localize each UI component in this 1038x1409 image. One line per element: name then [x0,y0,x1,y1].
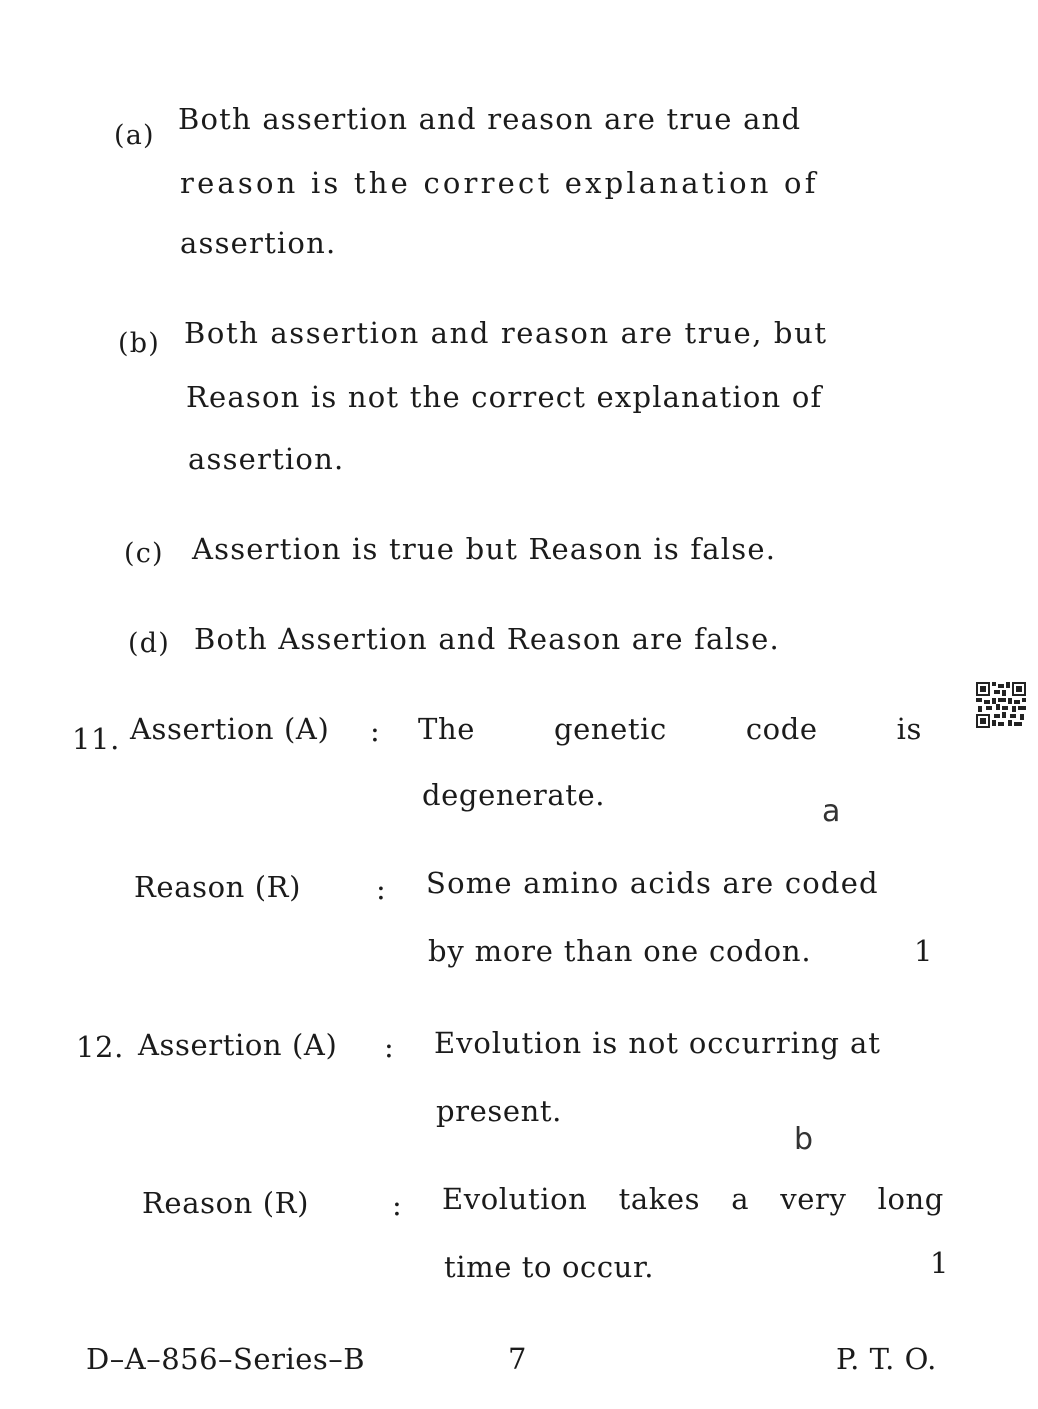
option-line: reason is the correct explanation of [180,166,819,200]
qr-code-icon [976,682,1026,728]
reason-label: Reason (R) [142,1186,309,1220]
option-line: Both assertion and reason are true, but [184,316,828,350]
reason-text-line: by more than one codon. [428,934,812,968]
footer-paper-code: D–A–856–Series–B [86,1342,366,1376]
marks: 1 [930,1246,950,1280]
question-number: 11. [72,722,120,756]
assertion-label: Assertion (A) [130,712,330,746]
reason-text-line: Evolution takes a very long [442,1182,944,1216]
handwritten-answer: b [794,1122,814,1157]
colon: : [370,714,381,748]
question-number: 12. [76,1030,124,1064]
option-line: assertion. [180,226,337,260]
assertion-label: Assertion (A) [138,1028,338,1062]
option-label: (c) [124,538,164,569]
marks: 1 [914,934,934,968]
option-c [124,532,884,576]
option-line: Both Assertion and Reason are false. [194,622,780,656]
reason-text-line: Some amino acids are coded [426,866,879,900]
option-line: Assertion is true but Reason is false. [192,532,777,566]
option-a [114,100,894,270]
option-line: Both assertion and reason are true and [178,102,802,136]
reason-label: Reason (R) [134,870,301,904]
option-label: (a) [114,120,155,151]
assertion-text-line: degenerate. [422,778,606,812]
handwritten-answer: a [822,794,841,829]
footer-page-number: 7 [508,1342,527,1376]
colon: : [384,1030,395,1064]
option-line: assertion. [188,442,345,476]
option-b [118,316,908,486]
assertion-text-line: The genetic code is [418,712,922,746]
assertion-text-line: Evolution is not occurring at [434,1026,881,1060]
option-label: (b) [118,328,160,359]
assertion-text-line: present. [436,1094,562,1128]
option-label: (d) [128,628,170,659]
reason-text-line: time to occur. [444,1250,655,1284]
option-d [128,622,888,666]
colon: : [392,1188,403,1222]
colon: : [376,872,387,906]
option-line: Reason is not the correct explanation of [186,380,823,414]
footer-pto: P. T. O. [836,1342,937,1376]
